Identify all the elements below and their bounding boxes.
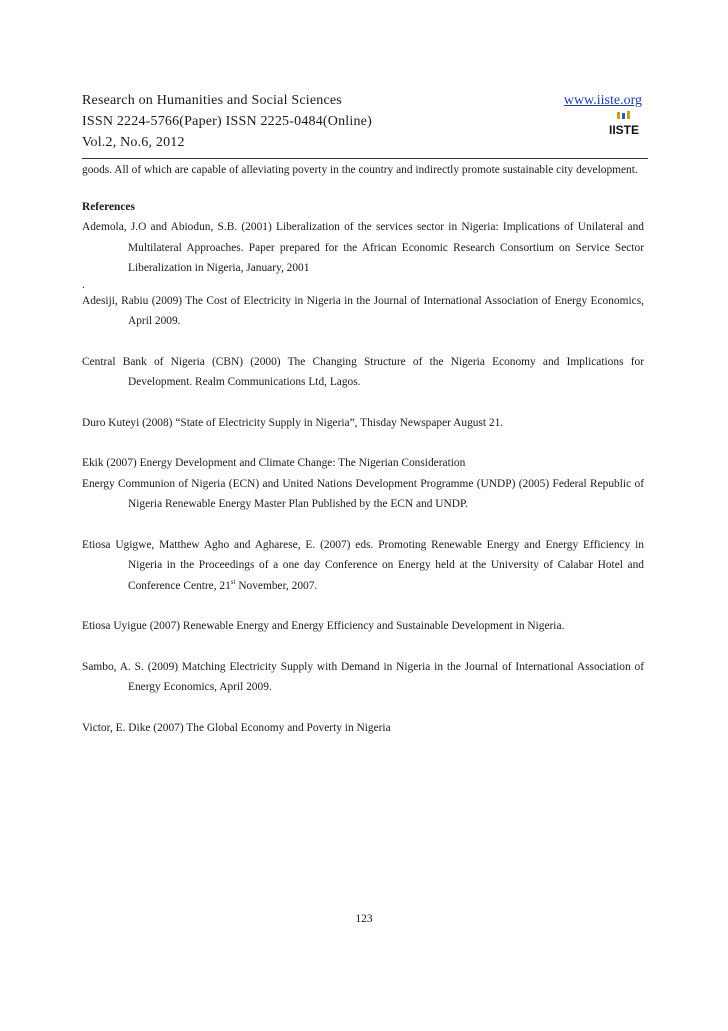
intro-paragraph: goods. All of which are capable of alleviating poverty in the country and indirectly promote sustainable city development.: [82, 164, 638, 176]
ordinal-suffix: st: [230, 577, 236, 586]
website-link[interactable]: www.iiste.org: [563, 93, 642, 108]
header-divider: [82, 158, 648, 159]
reference-item: Etiosa Uyigue (2007) Renewable Energy and Energy Efficiency and Sustainable Development in Nigeria.: [82, 620, 565, 632]
iiste-logo: [608, 111, 640, 137]
reference-item: Energy Communion of Nigeria (ECN) and United Nations Development Programme (UNDP) (2005) Federal Republic of Nigeria Renewable Energy Master Plan Published by the ECN and UNDP.: [82, 477, 644, 510]
reference-item: [82, 535, 644, 597]
svg-text:IISTE: IISTE: [608, 123, 640, 137]
reference-stray-dot: .: [82, 278, 85, 291]
reference-item: Victor, E. Dike (2007) The Global Economy and Poverty in Nigeria: [82, 721, 391, 734]
references-heading: References: [82, 200, 135, 213]
page-header: [82, 93, 648, 161]
reference-text: November, 2007.: [235, 579, 318, 592]
reference-item: Duro Kuteyi (2008) “State of Electricity Supply in Nigeria”, Thisday Newspaper August 21.: [82, 416, 504, 429]
reference-item: Sambo, A. S. (2009) Matching Electricity Supply with Demand in Nigeria in the Journal of International Association of Energy Economics, April 2009.: [82, 660, 644, 693]
reference-item: Central Bank of Nigeria (CBN) (2000) The Changing Structure of the Nigeria Economy and Implications for Development. Realm Communications Ltd, Lagos.: [82, 355, 644, 388]
journal-volume: Vol.2, No.6, 2012: [82, 135, 185, 150]
page-body: [82, 160, 644, 738]
reference-item: Ekik (2007) Energy Development and Climate Change: The Nigerian Consideration: [82, 457, 466, 469]
reference-item: Ademola, J.O and Abiodun, S.B. (2001) Liberalization of the services sector in Nigeria: Implications of Unilateral and Multilateral Approaches. Paper prepared for the African Economic Research Consortium on Service Sector Liberalization in Nigeria, January, 2001: [82, 221, 644, 274]
reference-text: Etiosa Ugigwe, Matthew Agho and Agharese, E. (2007) eds. Promoting Renewable Energy and Energy Efficiency in Nigeria in the Proceedings of a one day Conference on Energy held at the University of Calabar Hotel and Conference Centre, 21: [82, 538, 644, 592]
journal-issn: ISSN 2224-5766(Paper) ISSN 2225-0484(Online): [82, 114, 372, 129]
journal-title: Research on Humanities and Social Sciences: [82, 93, 342, 108]
page-number: 123: [355, 913, 373, 925]
reference-item: Adesiji, Rabiu (2009) The Cost of Electricity in Nigeria in the Journal of International Association of Energy Economics, April 2009.: [82, 294, 644, 327]
